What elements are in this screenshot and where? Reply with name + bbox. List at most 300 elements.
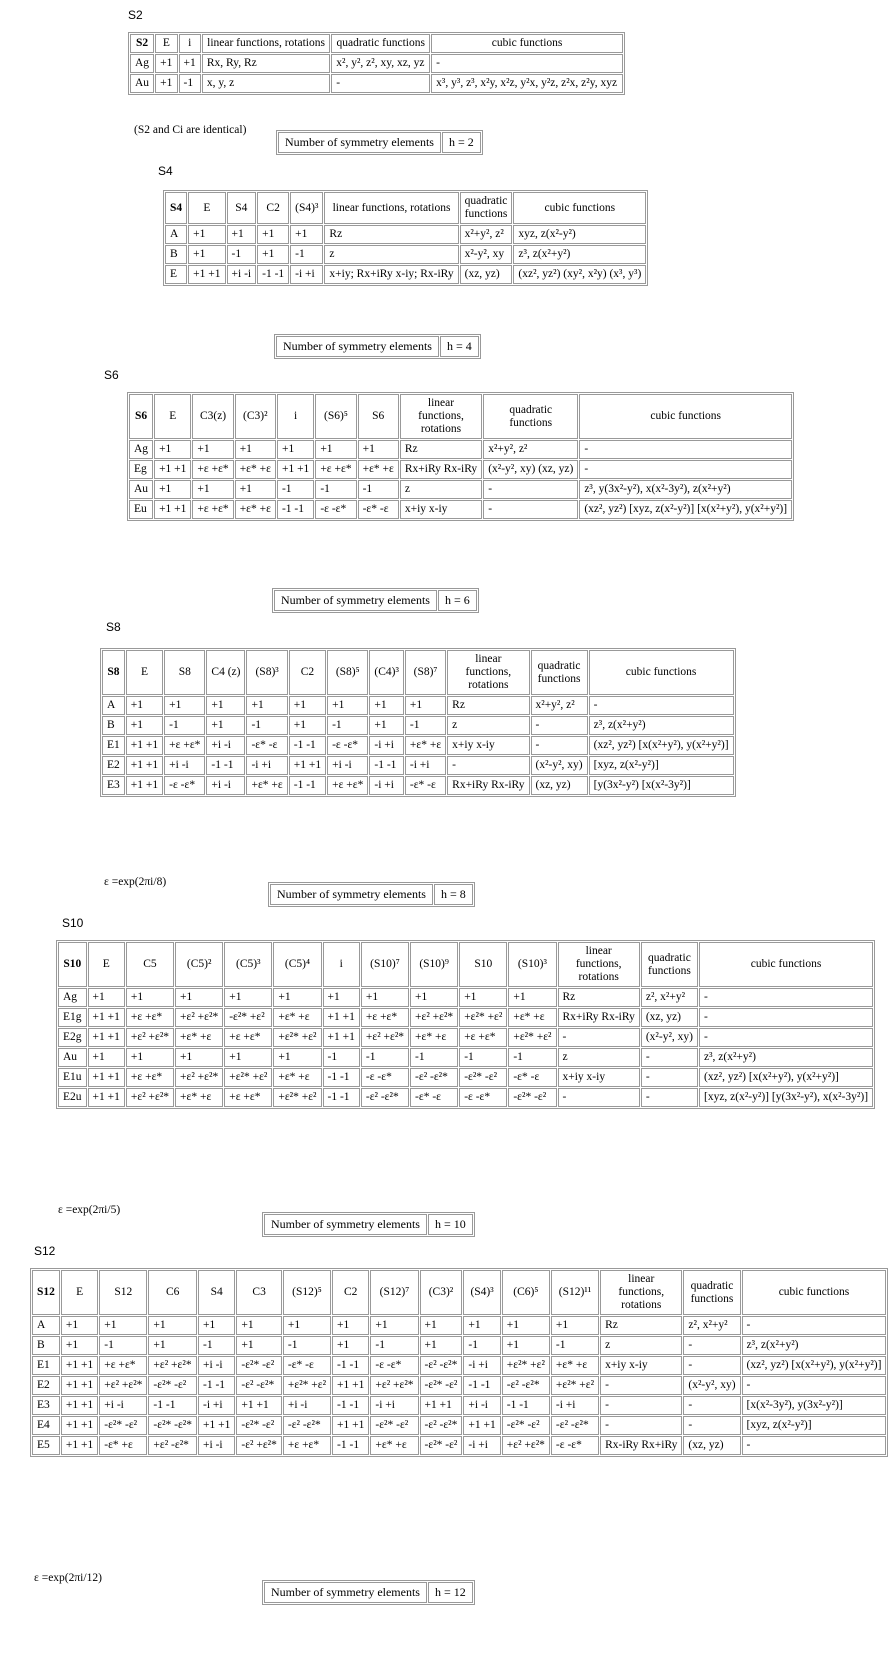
table-cell: -ε²* -ε²* xyxy=(148,1416,197,1435)
table-cell: +1 xyxy=(188,225,225,244)
table-cell: -i +i xyxy=(405,756,446,775)
table-cell: +ε²* +ε² xyxy=(273,1088,321,1107)
table-cell: -1 xyxy=(179,74,201,93)
table-row xyxy=(129,500,792,519)
table-cell: -1 xyxy=(290,245,323,264)
table-cell: z xyxy=(324,245,458,264)
table-row xyxy=(102,716,734,735)
table-row xyxy=(129,480,792,499)
table-row xyxy=(130,54,623,73)
table-cell: -ε² -ε²* xyxy=(283,1416,331,1435)
table-cell: +1 +1 xyxy=(323,1008,360,1027)
table-cell: -1 xyxy=(463,1336,500,1355)
table-row xyxy=(165,265,646,284)
table-cell: +1 +1 xyxy=(188,265,225,284)
note-s2-ci: (S2 and Ci are identical) xyxy=(134,124,247,136)
character-table-s12 xyxy=(30,1268,888,1457)
table-row xyxy=(165,245,646,264)
table-cell: +i -i xyxy=(283,1396,331,1415)
quadratic-header: quadratic functions xyxy=(531,650,588,695)
table-cell: +ε² +ε²* xyxy=(361,1028,409,1047)
table-row xyxy=(58,1088,873,1107)
table-cell: (x²-y², xy) (xz, yz) xyxy=(483,460,578,479)
operation-header: i xyxy=(277,394,314,439)
table-cell: (xz², yz²) [x(x²+y²), y(x²+y²)] xyxy=(589,736,734,755)
table-cell: +ε +ε* xyxy=(459,1028,507,1047)
operation-header: C3(z) xyxy=(192,394,233,439)
symmetry-count-label: Number of symmetry elements xyxy=(264,1214,427,1235)
table-cell: x²-y², xy xyxy=(460,245,513,264)
operation-header: (S12)¹¹ xyxy=(551,1270,599,1315)
table-cell: -1 -1 xyxy=(277,500,314,519)
table-cell: - xyxy=(641,1048,698,1067)
table-cell: +ε²* +ε² xyxy=(273,1028,321,1047)
table-cell: -ε -ε* xyxy=(361,1068,409,1087)
operation-header: E xyxy=(154,394,191,439)
table-cell: +ε* +ε xyxy=(358,460,399,479)
table-cell: Rx+iRy Rx-iRy xyxy=(447,776,529,795)
table-cell: -ε²* -ε² xyxy=(148,1376,197,1395)
table-cell: -1 xyxy=(315,480,356,499)
table-cell: +1 xyxy=(126,1048,174,1067)
table-cell: +1 xyxy=(257,225,289,244)
table-cell: +ε* +ε xyxy=(235,500,276,519)
character-table-s4 xyxy=(163,190,648,286)
table-cell: +1 xyxy=(164,696,205,715)
table-cell: +1 +1 xyxy=(332,1376,369,1395)
operation-header: i xyxy=(323,942,360,987)
table-cell: +ε +ε* xyxy=(164,736,205,755)
symmetry-count-s6 xyxy=(272,588,479,613)
irrep-label: B xyxy=(165,245,187,264)
table-row xyxy=(32,1356,886,1375)
quadratic-header: quadratic functions xyxy=(460,192,513,224)
table-cell: -ε² -ε²* xyxy=(420,1356,463,1375)
table-cell: -1 xyxy=(327,716,368,735)
table-cell: +1 xyxy=(148,1336,197,1355)
cubic-header: cubic functions xyxy=(431,34,623,53)
symmetry-count-s8 xyxy=(268,882,475,907)
table-cell: (xz, yz) xyxy=(641,1008,698,1027)
table-cell: x², y², z², xy, xz, yz xyxy=(331,54,430,73)
irrep-label: Eg xyxy=(129,460,153,479)
table-cell: +1 xyxy=(410,988,458,1007)
linear-header: linear functions, rotations xyxy=(600,1270,682,1315)
table-cell: +ε +ε* xyxy=(361,1008,409,1027)
irrep-label: E3 xyxy=(32,1396,60,1415)
irrep-label: Ag xyxy=(130,54,154,73)
symmetry-count-label: Number of symmetry elements xyxy=(270,884,433,905)
table-cell: +1 xyxy=(420,1316,463,1335)
table-cell: z³, z(x²+y²) xyxy=(699,1048,873,1067)
table-cell: z³, z(x²+y²) xyxy=(589,716,734,735)
table-cell: - xyxy=(579,440,792,459)
table-cell: - xyxy=(483,480,578,499)
h-value: h = 2 xyxy=(442,132,481,153)
table-cell: +ε²* +ε² xyxy=(283,1376,331,1395)
epsilon-definition-s8: ε =exp(2πi/8) xyxy=(104,876,167,888)
table-row xyxy=(58,1068,873,1087)
table-cell: +ε +ε* xyxy=(126,1068,174,1087)
table-cell: -1 xyxy=(508,1048,556,1067)
linear-header: linear functions, rotations xyxy=(202,34,330,53)
table-cell: -1 xyxy=(227,245,257,264)
table-row xyxy=(102,756,734,775)
header-row xyxy=(58,942,873,987)
table-cell: x²+y², z² xyxy=(483,440,578,459)
table-cell: -ε²* -ε² xyxy=(370,1416,418,1435)
table-cell: - xyxy=(683,1396,740,1415)
operation-header: (S10)⁹ xyxy=(410,942,458,987)
quadratic-header: quadratic functions xyxy=(483,394,578,439)
h-value: h = 12 xyxy=(428,1582,473,1603)
table-cell: +1 xyxy=(88,988,125,1007)
operation-header: (S4)³ xyxy=(463,1270,500,1315)
table-cell: +1 +1 xyxy=(88,1068,125,1087)
table-cell: -i +i xyxy=(369,736,404,755)
operation-header: (S8)³ xyxy=(246,650,287,695)
table-cell: -ε²* -ε² xyxy=(420,1376,463,1395)
symmetry-count-label: Number of symmetry elements xyxy=(274,590,437,611)
table-cell: (xz, yz) xyxy=(531,776,588,795)
table-cell: +1 xyxy=(327,696,368,715)
table-row xyxy=(102,736,734,755)
table-cell: +1 +1 xyxy=(61,1436,98,1455)
table-cell: +1 xyxy=(175,1048,223,1067)
table-cell: -1 -1 xyxy=(289,736,326,755)
table-cell: -1 xyxy=(358,480,399,499)
table-cell: - xyxy=(683,1356,740,1375)
table-cell: Rz xyxy=(447,696,529,715)
h-value: h = 4 xyxy=(440,336,479,357)
table-cell: [y(3x²-y²) [x(x²-3y²)] xyxy=(589,776,734,795)
operation-header: (S8)⁷ xyxy=(405,650,446,695)
table-row xyxy=(58,988,873,1007)
table-cell: +ε² +ε²* xyxy=(502,1436,550,1455)
operation-header: i xyxy=(179,34,201,53)
h-value: h = 8 xyxy=(434,884,473,905)
table-cell: +1 +1 xyxy=(126,736,163,755)
table-cell: +1 xyxy=(420,1336,463,1355)
table-cell: (xz², yz²) (xy², x²y) (x³, y³) xyxy=(513,265,646,284)
table-cell: +1 xyxy=(235,440,276,459)
table-cell: +ε* +ε xyxy=(410,1028,458,1047)
table-cell: - xyxy=(531,736,588,755)
table-cell: -1 -1 xyxy=(198,1376,235,1395)
header-row xyxy=(129,394,792,439)
table-cell: +1 xyxy=(502,1336,550,1355)
table-cell: -1 -1 xyxy=(257,265,289,284)
symmetry-count-s10 xyxy=(262,1212,475,1237)
epsilon-definition-s12: ε =exp(2πi/12) xyxy=(34,1572,102,1584)
table-cell: +1 +1 xyxy=(420,1396,463,1415)
table-cell: Rz xyxy=(324,225,458,244)
table-cell: +i -i xyxy=(463,1396,500,1415)
operation-header: E xyxy=(61,1270,98,1315)
table-cell: [xyz, z(x²-y²)] xyxy=(742,1416,887,1435)
section-title-s6: S6 xyxy=(104,368,119,382)
table-cell: -1 xyxy=(361,1048,409,1067)
table-cell: -ε* -ε xyxy=(405,776,446,795)
group-label: S10 xyxy=(58,942,87,987)
table-cell: +1 +1 xyxy=(154,460,191,479)
table-cell: +ε* +ε xyxy=(370,1436,418,1455)
table-cell: +ε* +ε xyxy=(273,1068,321,1087)
table-cell: +1 xyxy=(290,225,323,244)
table-cell: -1 xyxy=(198,1336,235,1355)
character-table-s8 xyxy=(100,648,736,797)
table-cell: - xyxy=(531,716,588,735)
table-cell: - xyxy=(600,1396,682,1415)
irrep-label: E xyxy=(165,265,187,284)
table-row xyxy=(130,74,623,93)
table-cell: - xyxy=(483,500,578,519)
operation-header: (S6)⁵ xyxy=(315,394,356,439)
table-cell: +1 xyxy=(289,716,326,735)
table-cell: -ε* -ε xyxy=(410,1088,458,1107)
table-cell: +1 xyxy=(148,1316,197,1335)
table-row xyxy=(102,776,734,795)
irrep-label: E1 xyxy=(102,736,125,755)
operation-header: C5 xyxy=(126,942,174,987)
table-cell: +1 +1 xyxy=(463,1416,500,1435)
linear-header: linear functions, rotations xyxy=(447,650,529,695)
table-cell: +ε +ε* xyxy=(192,460,233,479)
table-cell: z xyxy=(400,480,482,499)
operation-header: (C4)³ xyxy=(369,650,404,695)
character-table-s10 xyxy=(56,940,875,1109)
table-cell: x+iy x-iy xyxy=(447,736,529,755)
table-cell: -1 xyxy=(323,1048,360,1067)
character-table-s6 xyxy=(127,392,794,521)
table-cell: xyz, z(x²-y²) xyxy=(513,225,646,244)
table-cell: +ε +ε* xyxy=(224,1028,272,1047)
table-cell: -ε* -ε xyxy=(246,736,287,755)
table-cell: +1 xyxy=(192,480,233,499)
operation-header: C3 xyxy=(236,1270,282,1315)
table-cell: -1 -1 xyxy=(289,776,326,795)
table-cell: +1 xyxy=(273,988,321,1007)
header-row xyxy=(32,1270,886,1315)
operation-header: (S4)³ xyxy=(290,192,323,224)
operation-header: C4 (z) xyxy=(206,650,245,695)
table-row xyxy=(32,1436,886,1455)
table-cell: - xyxy=(699,988,873,1007)
table-cell: -ε²* -ε² xyxy=(236,1356,282,1375)
operation-header: E xyxy=(155,34,177,53)
table-cell: +ε +ε* xyxy=(224,1088,272,1107)
table-cell: +1 xyxy=(332,1336,369,1355)
operation-header: S12 xyxy=(99,1270,147,1315)
group-label: S4 xyxy=(165,192,187,224)
irrep-label: Ag xyxy=(58,988,87,1007)
table-cell: z³, y(3x²-y²), x(x²-3y²), z(x²+y²) xyxy=(579,480,792,499)
table-row xyxy=(129,460,792,479)
table-cell: +1 xyxy=(463,1316,500,1335)
table-cell: - xyxy=(641,1068,698,1087)
group-label: S12 xyxy=(32,1270,60,1315)
table-cell: +i -i xyxy=(206,776,245,795)
linear-header: linear functions, rotations xyxy=(400,394,482,439)
table-cell: +i -i xyxy=(206,736,245,755)
table-cell: +1 xyxy=(99,1316,147,1335)
table-cell: [xyz, z(x²-y²)] [y(3x²-y²), x(x²-3y²)] xyxy=(699,1088,873,1107)
table-cell: -1 xyxy=(551,1336,599,1355)
operation-header: C6 xyxy=(148,1270,197,1315)
irrep-label: A xyxy=(102,696,125,715)
irrep-label: B xyxy=(102,716,125,735)
table-cell: +i -i xyxy=(227,265,257,284)
operation-header: E xyxy=(88,942,125,987)
table-cell: -1 xyxy=(277,480,314,499)
table-cell: +1 xyxy=(192,440,233,459)
table-cell: -ε -ε* xyxy=(164,776,205,795)
table-cell: +1 +1 xyxy=(236,1396,282,1415)
operation-header: S4 xyxy=(227,192,257,224)
table-cell: +1 xyxy=(361,988,409,1007)
operation-header: (C3)² xyxy=(235,394,276,439)
section-title-s10: S10 xyxy=(62,916,84,930)
table-cell: +ε² +ε²* xyxy=(410,1008,458,1027)
irrep-label: Eu xyxy=(129,500,153,519)
table-cell: -1 -1 xyxy=(148,1396,197,1415)
section-title-s4: S4 xyxy=(158,164,173,178)
quadratic-header: quadratic functions xyxy=(683,1270,740,1315)
operation-header: (C3)² xyxy=(420,1270,463,1315)
table-cell: +1 xyxy=(224,988,272,1007)
h-value: h = 10 xyxy=(428,1214,473,1235)
table-cell: - xyxy=(589,696,734,715)
table-cell: +ε* +ε xyxy=(405,736,446,755)
table-cell: - xyxy=(742,1316,887,1335)
table-cell: +ε²* +ε² xyxy=(508,1028,556,1047)
cubic-header: cubic functions xyxy=(742,1270,887,1315)
table-row xyxy=(32,1376,886,1395)
table-cell: -ε -ε* xyxy=(327,736,368,755)
table-cell: +ε² +ε²* xyxy=(370,1376,418,1395)
table-cell: -1 -1 xyxy=(502,1396,550,1415)
table-cell: +1 xyxy=(206,696,245,715)
irrep-label: Au xyxy=(129,480,153,499)
table-cell: - xyxy=(558,1028,640,1047)
table-cell: +1 xyxy=(358,440,399,459)
table-cell: +ε² +ε²* xyxy=(175,1008,223,1027)
operation-header: S10 xyxy=(459,942,507,987)
table-cell: - xyxy=(558,1088,640,1107)
operation-header: E xyxy=(188,192,225,224)
table-cell: x²+y², z² xyxy=(460,225,513,244)
group-label: S2 xyxy=(130,34,154,53)
table-cell: - xyxy=(742,1436,887,1455)
table-cell: -1 -1 xyxy=(369,756,404,775)
operation-header: (S10)³ xyxy=(508,942,556,987)
table-cell: Rx+iRy Rx-iRy xyxy=(400,460,482,479)
cubic-header: cubic functions xyxy=(589,650,734,695)
table-cell: +ε²* +ε² xyxy=(551,1376,599,1395)
table-cell: - xyxy=(579,460,792,479)
table-cell: +1 xyxy=(126,716,163,735)
operation-header: S6 xyxy=(358,394,399,439)
table-cell: x²+y², z² xyxy=(531,696,588,715)
table-cell: +1 xyxy=(459,988,507,1007)
table-cell: (xz², yz²) [xyz, z(x²-y²)] [x(x²+y²), y(x²+y²)] xyxy=(579,500,792,519)
table-cell: - xyxy=(600,1416,682,1435)
table-cell: +1 xyxy=(236,1336,282,1355)
table-cell: z³, z(x²+y²) xyxy=(513,245,646,264)
table-cell: +1 xyxy=(405,696,446,715)
table-cell: [x(x²-3y²), y(3x²-y²)] xyxy=(742,1396,887,1415)
table-cell: -i +i xyxy=(370,1396,418,1415)
table-cell: (xz², yz²) [x(x²+y²), y(x²+y²)] xyxy=(699,1068,873,1087)
table-cell: +ε +ε* xyxy=(126,1008,174,1027)
table-cell: [xyz, z(x²-y²)] xyxy=(589,756,734,775)
irrep-label: E1u xyxy=(58,1068,87,1087)
irrep-label: E5 xyxy=(32,1436,60,1455)
irrep-label: E1 xyxy=(32,1356,60,1375)
table-cell: +ε²* +ε² xyxy=(224,1068,272,1087)
h-value: h = 6 xyxy=(438,590,477,611)
operation-header: (C5)² xyxy=(175,942,223,987)
operation-header: C2 xyxy=(257,192,289,224)
symmetry-count-label: Number of symmetry elements xyxy=(264,1582,427,1603)
table-cell: +ε² -ε²* xyxy=(148,1436,197,1455)
table-cell: +1 +1 xyxy=(289,756,326,775)
table-cell: -ε² +ε²* xyxy=(236,1436,282,1455)
table-cell: +i -i xyxy=(198,1356,235,1375)
table-cell: +ε² +ε²* xyxy=(148,1356,197,1375)
table-row xyxy=(102,696,734,715)
table-cell: +ε* +ε xyxy=(508,1008,556,1027)
table-cell: +1 +1 xyxy=(88,1088,125,1107)
table-row xyxy=(32,1416,886,1435)
section-title-s2: S2 xyxy=(128,8,143,22)
table-cell: - xyxy=(431,54,623,73)
table-row xyxy=(129,440,792,459)
table-cell: -i +i xyxy=(463,1356,500,1375)
table-cell: +1 xyxy=(206,716,245,735)
table-cell: - xyxy=(683,1416,740,1435)
table-cell: -ε²* -ε² xyxy=(508,1088,556,1107)
table-cell: +i -i xyxy=(198,1436,235,1455)
table-row xyxy=(58,1028,873,1047)
table-cell: +1 xyxy=(315,440,356,459)
table-cell: (x²-y², xy) xyxy=(531,756,588,775)
table-cell: -1 xyxy=(410,1048,458,1067)
table-cell: +1 xyxy=(155,74,177,93)
table-cell: +1 xyxy=(126,988,174,1007)
table-cell: +ε²* +ε² xyxy=(502,1356,550,1375)
table-cell: +1 +1 xyxy=(88,1028,125,1047)
table-cell: -1 -1 xyxy=(332,1356,369,1375)
table-cell: +1 xyxy=(198,1316,235,1335)
table-cell: +1 xyxy=(502,1316,550,1335)
table-cell: - xyxy=(683,1336,740,1355)
irrep-label: E2u xyxy=(58,1088,87,1107)
irrep-label: B xyxy=(32,1336,60,1355)
table-cell: -ε² -ε²* xyxy=(410,1068,458,1087)
table-cell: +1 xyxy=(224,1048,272,1067)
table-cell: +ε* +ε xyxy=(273,1008,321,1027)
table-cell: +1 +1 xyxy=(61,1396,98,1415)
table-cell: +ε +ε* xyxy=(327,776,368,795)
irrep-label: Ag xyxy=(129,440,153,459)
table-cell: -ε²* -ε² xyxy=(502,1416,550,1435)
table-cell: +1 xyxy=(323,988,360,1007)
cubic-header: cubic functions xyxy=(699,942,873,987)
table-row xyxy=(32,1336,886,1355)
table-cell: +1 xyxy=(126,696,163,715)
table-cell: z², x²+y² xyxy=(641,988,698,1007)
